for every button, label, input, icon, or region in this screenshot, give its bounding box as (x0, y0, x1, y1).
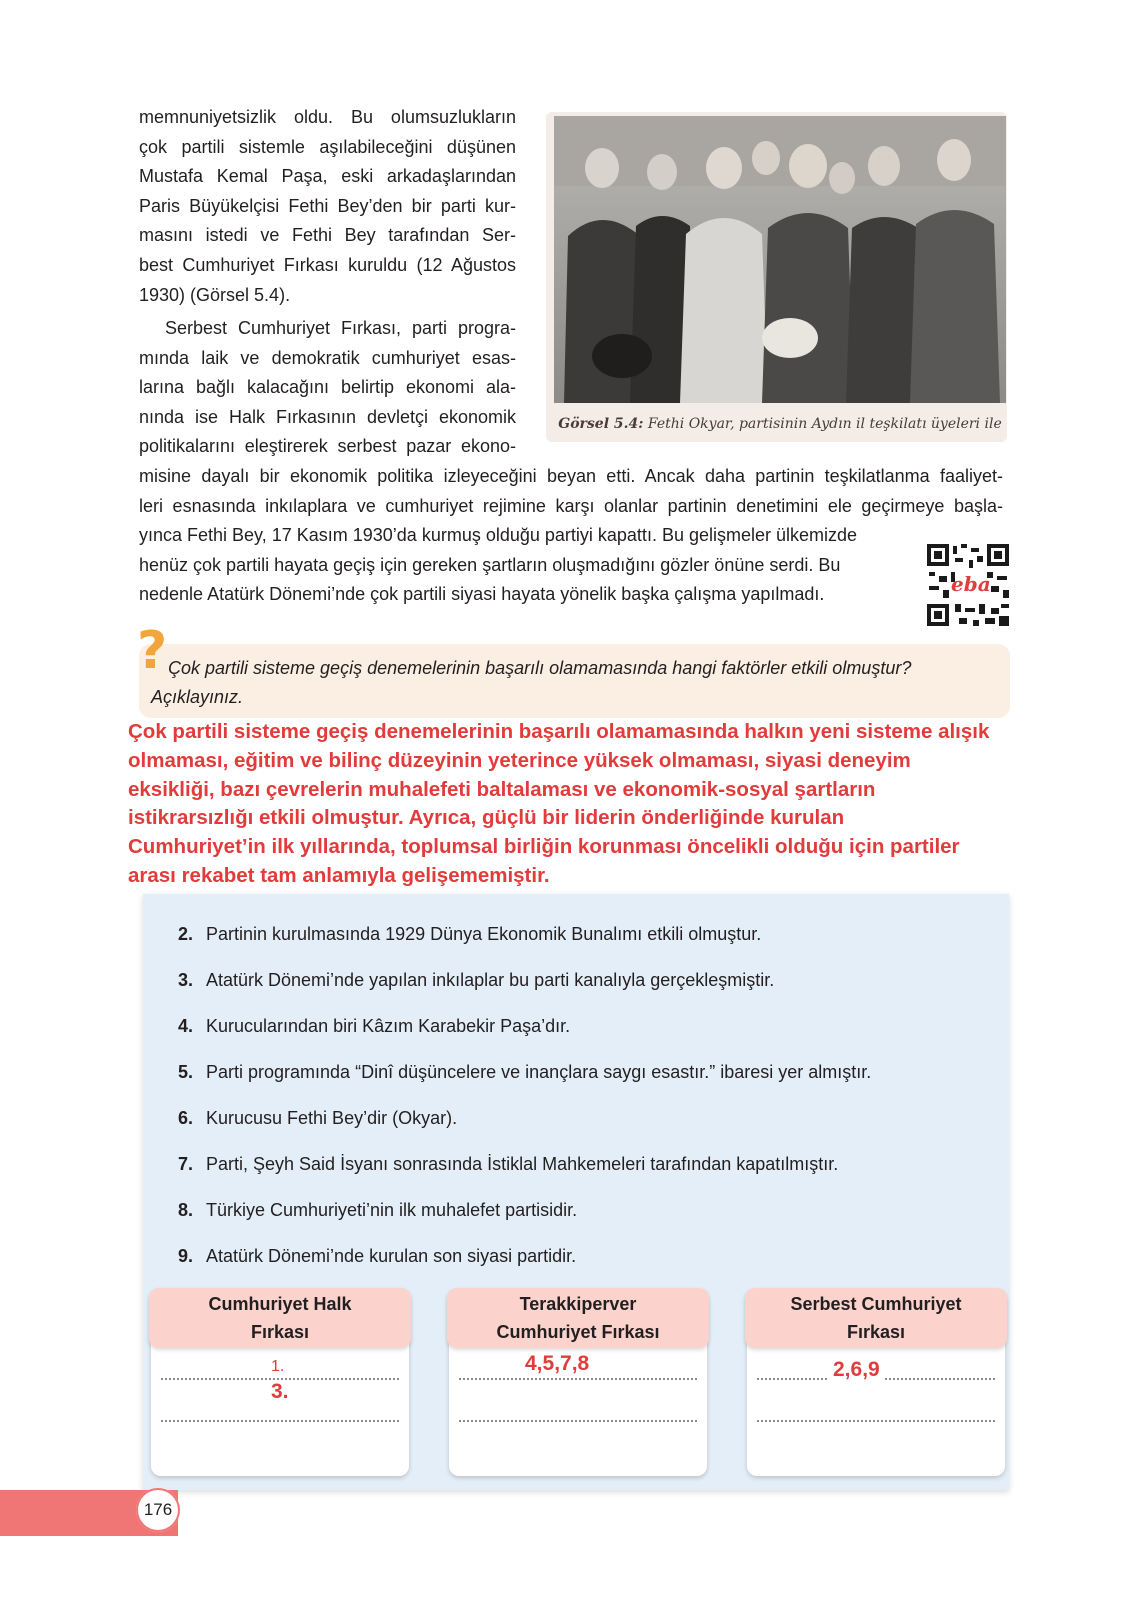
item-number: 3. (178, 970, 194, 990)
question-line: Çok partili sisteme geçiş denemelerinin başarılı olamamasında hangi faktörler etkili olmuştur? (168, 658, 912, 678)
item-text: Atatürk Dönemi’nde kurulan son siyasi partidir. (206, 1246, 577, 1266)
item-number: 2. (178, 924, 194, 944)
text-line: çok partili sistemle aşılabileceğini düşünen (139, 136, 516, 157)
card-title (745, 1288, 1007, 1348)
card-title-line: Cumhuriyet Halk (208, 1294, 352, 1314)
item-number: 4. (178, 1016, 194, 1036)
item-number: 9. (178, 1246, 194, 1266)
answer-line-dotted (459, 1378, 697, 1380)
question-mark-icon: ? (137, 621, 168, 681)
answer-line: olmaması, eğitim ve bilinç düzeyinin yeterince yüksek olmaması, siyasi deneyim (128, 748, 911, 772)
text-line: leri esnasında inkılaplara ve cumhuriyet rejimine karşı olanlar partinin denetimini ele geçirmeye başla- (139, 495, 1003, 516)
item-text: Parti programında “Dinî düşüncelere ve inançlara saygı esastır.” ibaresi yer almıştır. (206, 1062, 872, 1082)
party-card-chp (151, 1290, 409, 1476)
answer-line: istikrarsızlığı etkili olmuştur. Ayrıca, güçlü bir liderin önderliğinde kurulan (128, 806, 845, 830)
text-line: politikalarını eleştirerek serbest pazar ekono- (139, 436, 516, 457)
card-title-line: Fırkası (846, 1322, 906, 1342)
answer-line: Cumhuriyet’in ilk yıllarında, toplumsal birliğin korunması öncelikli olduğu için partiler (128, 835, 960, 859)
caption-text: Fethi Okyar, partisinin Aydın il teşkilatı üyeleri ile (647, 416, 1002, 432)
caption-label: Görsel 5.4: (558, 416, 644, 432)
answer-line: arası rekabet tam anlamıyla gelişememiştir. (128, 863, 550, 887)
party-card-tcf (449, 1290, 707, 1476)
card-title (149, 1288, 411, 1348)
item-number: 6. (178, 1108, 194, 1128)
answer-text (128, 718, 1068, 891)
text-line: nında ise Halk Fırkasının devletçi ekonomik (139, 406, 516, 427)
page-number: 176 (136, 1488, 180, 1532)
exercise-item (178, 1246, 576, 1267)
exercise-item (178, 1062, 871, 1083)
item-text: Kurucularından biri Kâzım Karabekir Paşa’dır. (206, 1016, 571, 1036)
text-line: mında laik ve demokratik cumhuriyet esas- (139, 347, 516, 368)
second-paragraph-narrow (139, 314, 516, 462)
exercise-item (178, 1154, 838, 1175)
card-answer: 4,5,7,8 (521, 1352, 593, 1376)
exercise-item (178, 970, 774, 991)
item-number: 7. (178, 1154, 194, 1174)
answer-line: Çok partili sisteme geçiş denemelerinin başarılı olamamasında halkın yeni sisteme alışık (128, 720, 990, 743)
text-line: memnuniyetsizlik oldu. Bu olumsuzlukların (139, 107, 516, 127)
item-number: 8. (178, 1200, 194, 1220)
item-number: 5. (178, 1062, 194, 1082)
item-text: Parti, Şeyh Said İsyanı sonrasında İstiklal Mahkemeleri tarafından kapatılmıştır. (206, 1154, 839, 1174)
text-line: henüz çok partili hayata geçiş için gereken şartların oluşmadığını gözler önüne serdi. Bu (139, 554, 841, 575)
card-answer: 3. (271, 1380, 289, 1403)
item-text: Atatürk Dönemi’nde yapılan inkılaplar bu parti kanalıyla gerçekleşmiştir. (206, 970, 775, 990)
card-answer-small: 1. (271, 1358, 285, 1375)
exercise-item (178, 924, 761, 945)
card-title-line: Cumhuriyet Fırkası (496, 1322, 660, 1342)
eba-badge: eba (951, 572, 991, 596)
card-title-line: Terakkiperver (519, 1294, 637, 1314)
card-title-line: Serbest Cumhuriyet (790, 1294, 962, 1314)
card-title (447, 1288, 709, 1348)
card-title-line: Fırkası (250, 1322, 310, 1342)
item-text: Türkiye Cumhuriyeti’nin ilk muhalefet partisidir. (206, 1200, 578, 1220)
answer-line-dotted (161, 1420, 399, 1422)
text-line: best Cumhuriyet Fırkası kuruldu (12 Ağustos (139, 254, 516, 275)
photo-caption (554, 416, 1006, 432)
answer-line-dotted (757, 1420, 995, 1422)
exercise-item (178, 1016, 570, 1037)
party-card-scf (747, 1290, 1005, 1476)
photo-illustration (554, 116, 1006, 403)
answer-line: eksikliği, bazı çevrelerin muhalefeti baltalaması ve ekonomik-sosyal şartların (128, 777, 876, 801)
text-line: larına bağlı kalacağını belirtip ekonomi ala- (139, 377, 516, 398)
exercise-item (178, 1108, 457, 1129)
text-line: Paris Büyükelçisi Fethi Bey’den bir parti kur- (139, 195, 516, 216)
text-line: yınca Fethi Bey, 17 Kasım 1930’da kurmuş olduğu partiyi kapattı. Bu gelişmeler ülkemizde (139, 525, 858, 546)
text-line: masını istedi ve Fethi Bey tarafından Ser- (139, 225, 516, 246)
qr-code[interactable] (925, 542, 1011, 628)
exercise-item (178, 1200, 577, 1221)
question-line: Açıklayınız. (151, 687, 244, 707)
intro-paragraph (139, 103, 516, 310)
item-text: Kurucusu Fethi Bey’dir (Okyar). (206, 1108, 458, 1128)
text-line: Serbest Cumhuriyet Fırkası, parti progra- (165, 318, 516, 338)
text-line: nedenle Atatürk Dönemi’nde çok partili siyasi hayata yönelik başka çalışma yapılmadı. (139, 584, 825, 605)
text-line: 1930) (Görsel 5.4). (139, 284, 291, 305)
item-text: Partinin kurulmasında 1929 Dünya Ekonomik Bunalımı etkili olmuştur. (206, 924, 762, 944)
answer-line-dotted (459, 1420, 697, 1422)
historical-photo (554, 116, 1006, 403)
text-line: misine dayalı bir ekonomik politika izleyeceğini beyan etti. Ancak daha partinin teşkilatlanma faaliyet- (139, 466, 1003, 486)
card-answer: 2,6,9 (829, 1358, 884, 1382)
text-line: Mustafa Kemal Paşa, eski arkadaşlarından (139, 166, 516, 187)
second-paragraph-wide (139, 462, 1003, 610)
question-text (151, 654, 1006, 712)
